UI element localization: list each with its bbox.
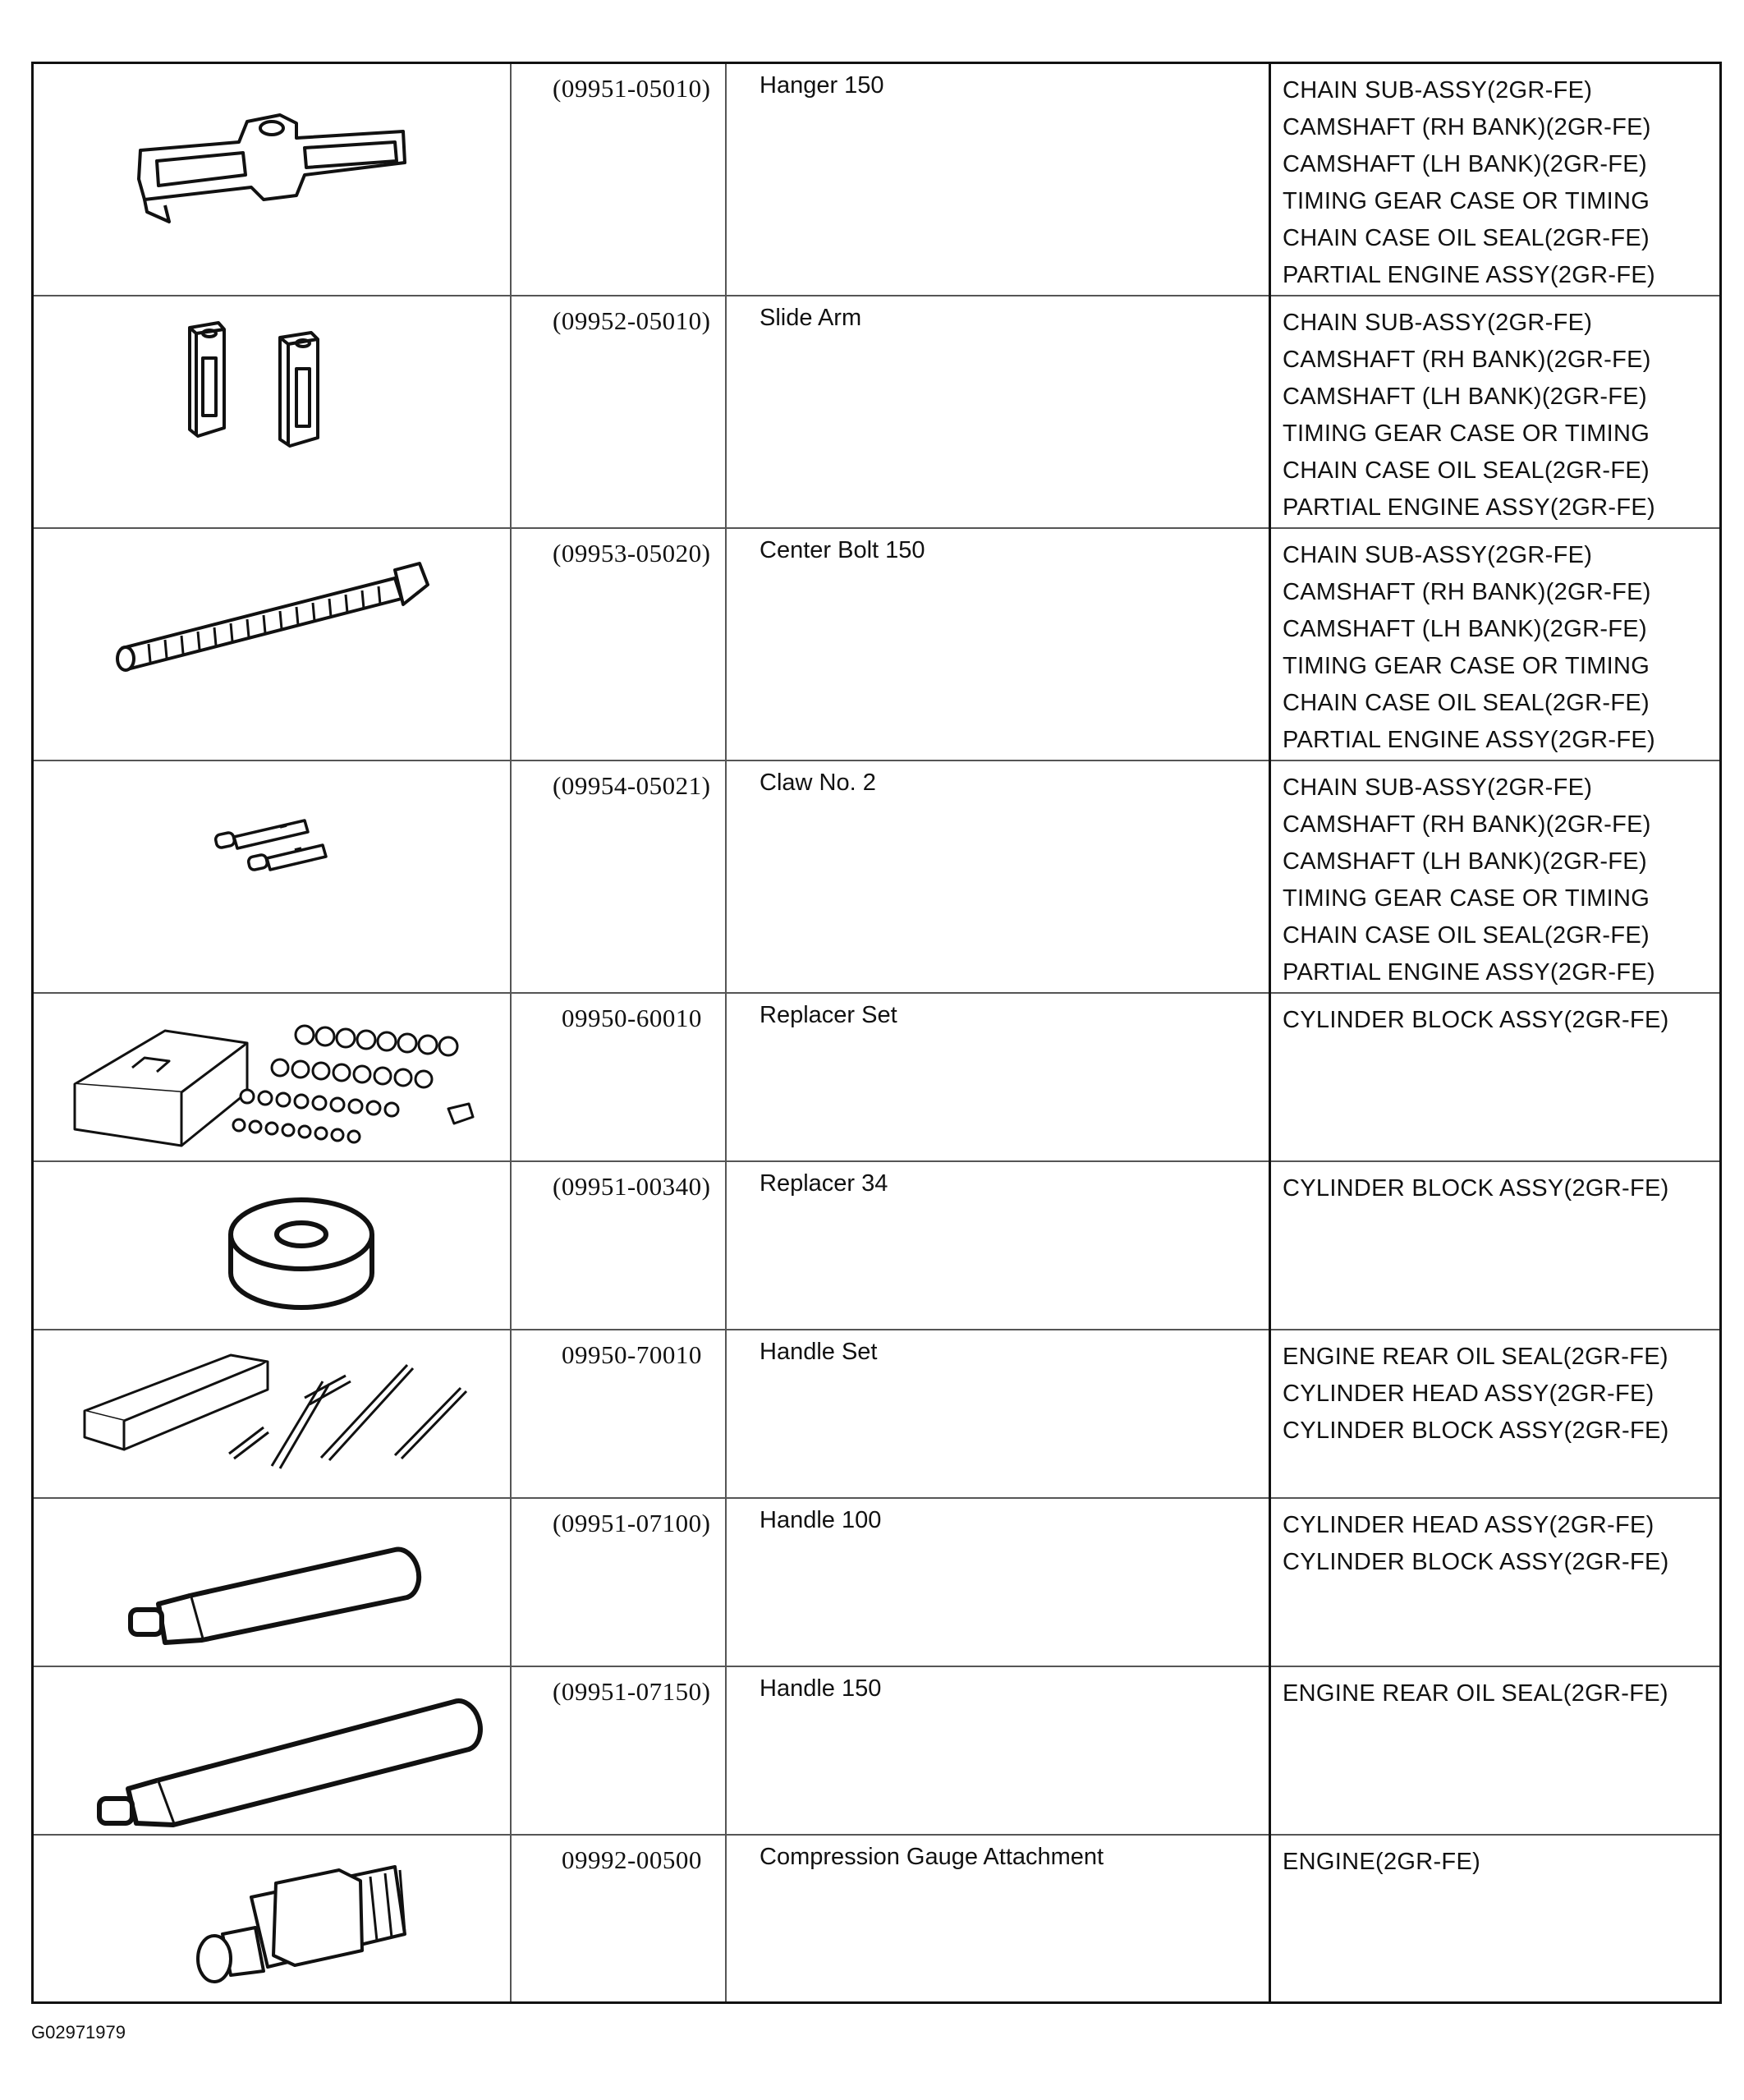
tool-illustration-cell	[33, 1666, 512, 1835]
part-number: 09950-60010	[562, 1003, 702, 1032]
use-item: CAMSHAFT (RH BANK)(2GR-FE)	[1283, 114, 1651, 140]
replacer-ring-icon	[34, 1162, 510, 1330]
use-item: ENGINE REAR OIL SEAL(2GR-FE)	[1283, 1343, 1668, 1370]
table-row	[33, 1498, 1721, 1666]
use-item: CHAIN SUB-ASSY(2GR-FE)	[1283, 541, 1593, 568]
use-item: CHAIN CASE OIL SEAL(2GR-FE)	[1283, 921, 1650, 949]
part-number: (09953-05020)	[553, 538, 711, 568]
slide-arm-icon	[34, 296, 510, 529]
part-number: (09952-05010)	[553, 306, 711, 335]
table-row	[33, 1835, 1721, 2003]
tool-name: Replacer Set	[760, 1001, 897, 1028]
tool-name: Handle 100	[760, 1506, 882, 1533]
center-bolt-icon	[34, 529, 510, 761]
use-item: CAMSHAFT (LH BANK)(2GR-FE)	[1283, 151, 1647, 177]
tool-illustration-cell	[33, 1498, 512, 1666]
table-row	[33, 63, 1721, 296]
hanger-icon	[34, 64, 510, 296]
applicable-procedures	[1271, 1499, 1719, 1581]
tool-illustration-cell	[33, 761, 512, 993]
applicable-procedures	[1271, 296, 1719, 526]
use-item: PARTIAL ENGINE ASSY(2GR-FE)	[1283, 726, 1655, 753]
tool-name: Replacer 34	[760, 1169, 888, 1197]
tool-illustration-cell	[33, 1161, 512, 1330]
table-row	[33, 296, 1721, 528]
tool-name: Handle Set	[760, 1338, 878, 1365]
part-number: (09951-00340)	[553, 1171, 711, 1201]
use-item: TIMING GEAR CASE OR TIMING	[1283, 188, 1650, 214]
table-row	[33, 993, 1721, 1161]
handle-100-icon	[34, 1499, 510, 1667]
tool-name: Claw No. 2	[760, 769, 876, 796]
use-item: CHAIN CASE OIL SEAL(2GR-FE)	[1283, 689, 1650, 716]
tool-name: Hanger 150	[760, 72, 884, 99]
use-item: ENGINE REAR OIL SEAL(2GR-FE)	[1283, 1680, 1668, 1707]
use-item: CAMSHAFT (RH BANK)(2GR-FE)	[1283, 578, 1651, 605]
use-item: ENGINE(2GR-FE)	[1283, 1848, 1481, 1875]
part-number: (09954-05021)	[553, 770, 711, 800]
use-item: TIMING GEAR CASE OR TIMING	[1283, 420, 1650, 447]
applicable-procedures	[1271, 1667, 1719, 1712]
use-item: CAMSHAFT (RH BANK)(2GR-FE)	[1283, 811, 1651, 838]
tool-name: Slide Arm	[760, 304, 862, 331]
part-number: 09992-00500	[562, 1845, 702, 1874]
use-item: PARTIAL ENGINE ASSY(2GR-FE)	[1283, 494, 1655, 521]
use-item: PARTIAL ENGINE ASSY(2GR-FE)	[1283, 262, 1655, 288]
part-number: (09951-05010)	[553, 74, 711, 103]
table-row	[33, 1330, 1721, 1498]
use-item: CHAIN SUB-ASSY(2GR-FE)	[1283, 774, 1593, 801]
applicable-procedures	[1271, 761, 1719, 991]
claw-icon	[34, 761, 510, 994]
tool-illustration-cell	[33, 993, 512, 1161]
applicable-procedures	[1271, 1836, 1719, 1881]
figure-code: G02971979	[31, 2022, 126, 2043]
use-item: CAMSHAFT (LH BANK)(2GR-FE)	[1283, 615, 1647, 642]
tool-name: Handle 150	[760, 1675, 882, 1702]
use-item: CYLINDER BLOCK ASSY(2GR-FE)	[1283, 1417, 1669, 1444]
handle-150-icon	[34, 1667, 510, 1836]
applicable-procedures	[1271, 1162, 1719, 1207]
table-row	[33, 1161, 1721, 1330]
use-item: CYLINDER HEAD ASSY(2GR-FE)	[1283, 1511, 1655, 1538]
applicable-procedures	[1271, 64, 1719, 294]
use-item: PARTIAL ENGINE ASSY(2GR-FE)	[1283, 958, 1655, 986]
use-item: CHAIN SUB-ASSY(2GR-FE)	[1283, 77, 1593, 103]
tool-name: Center Bolt 150	[760, 536, 925, 563]
tool-illustration-cell	[33, 63, 512, 296]
table-row	[33, 761, 1721, 993]
handle-set-icon	[34, 1330, 510, 1499]
applicable-procedures	[1271, 994, 1719, 1039]
special-service-tools-table	[31, 62, 1722, 2004]
use-item: CYLINDER BLOCK ASSY(2GR-FE)	[1283, 1548, 1669, 1575]
use-item: TIMING GEAR CASE OR TIMING	[1283, 885, 1650, 912]
table-row	[33, 1666, 1721, 1835]
part-number: (09951-07100)	[553, 1508, 711, 1537]
tool-illustration-cell	[33, 528, 512, 761]
use-item: CYLINDER BLOCK ASSY(2GR-FE)	[1283, 1174, 1669, 1202]
part-number: (09951-07150)	[553, 1676, 711, 1706]
use-item: CAMSHAFT (LH BANK)(2GR-FE)	[1283, 383, 1647, 410]
replacer-set-icon	[34, 994, 510, 1162]
use-item: CHAIN CASE OIL SEAL(2GR-FE)	[1283, 457, 1650, 484]
table-row	[33, 528, 1721, 761]
use-item: CAMSHAFT (RH BANK)(2GR-FE)	[1283, 346, 1651, 373]
use-item: CHAIN CASE OIL SEAL(2GR-FE)	[1283, 225, 1650, 251]
applicable-procedures	[1271, 1330, 1719, 1450]
tool-illustration-cell	[33, 1330, 512, 1498]
use-item: CYLINDER BLOCK ASSY(2GR-FE)	[1283, 1006, 1669, 1033]
use-item: CHAIN SUB-ASSY(2GR-FE)	[1283, 309, 1593, 336]
tool-name: Compression Gauge Attachment	[760, 1843, 1104, 1870]
gauge-attachment-icon	[34, 1836, 510, 2004]
tool-illustration-cell	[33, 1835, 512, 2003]
part-number: 09950-70010	[562, 1339, 702, 1369]
applicable-procedures	[1271, 529, 1719, 759]
tool-illustration-cell	[33, 296, 512, 528]
use-item: CYLINDER HEAD ASSY(2GR-FE)	[1283, 1380, 1655, 1407]
use-item: CAMSHAFT (LH BANK)(2GR-FE)	[1283, 848, 1647, 875]
use-item: TIMING GEAR CASE OR TIMING	[1283, 652, 1650, 679]
